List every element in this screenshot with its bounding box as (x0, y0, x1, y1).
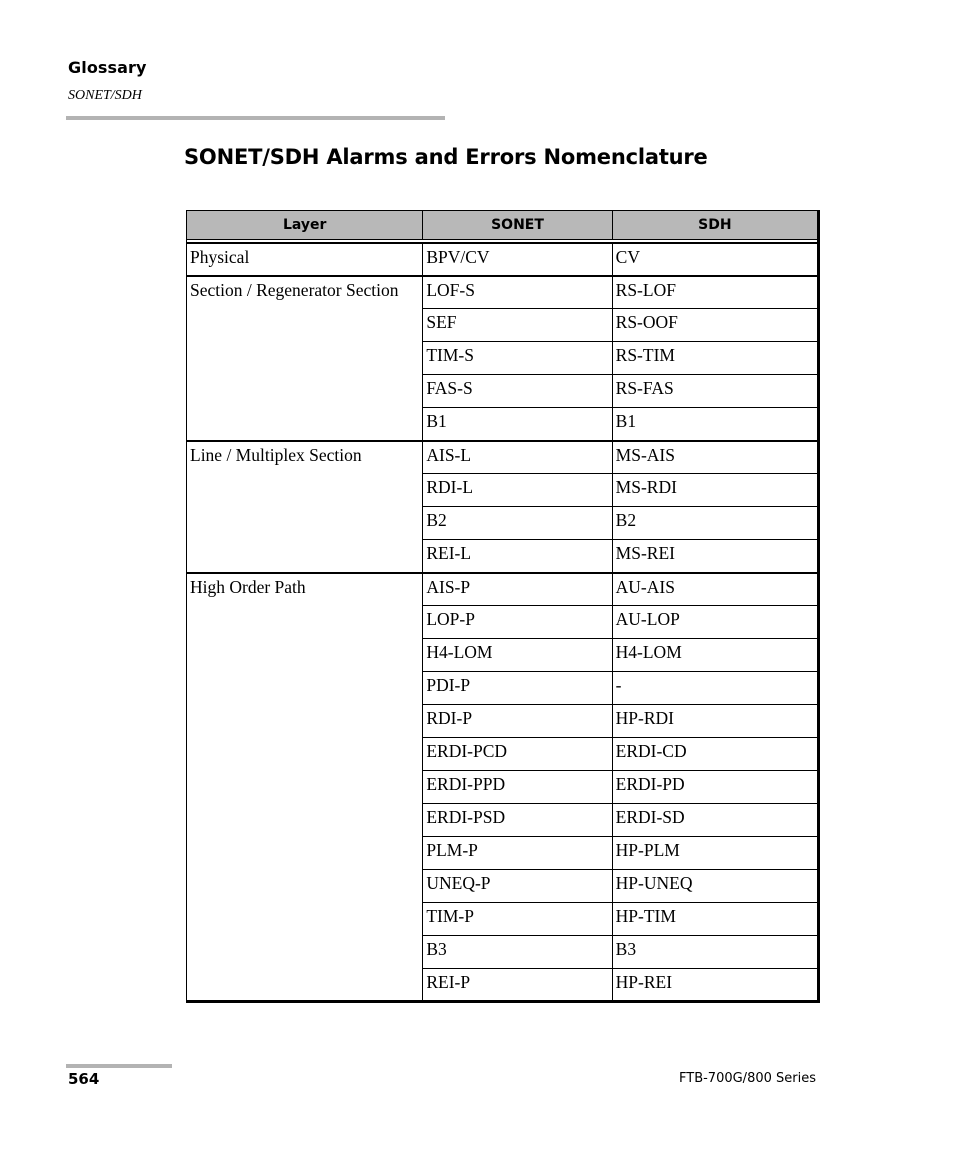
sonet-cell: H4-LOM (423, 639, 612, 672)
column-header-sdh: SDH (612, 211, 818, 240)
product-name: FTB-700G/800 Series (679, 1071, 816, 1086)
running-header-section: SONET/SDH (68, 88, 142, 103)
sonet-cell: AIS-L (423, 441, 612, 474)
sonet-cell: REI-L (423, 540, 612, 573)
sonet-cell: UNEQ-P (423, 870, 612, 903)
nomenclature-table (186, 210, 820, 1003)
sdh-cell: ERDI-PD (612, 771, 818, 804)
sdh-cell: B2 (612, 507, 818, 540)
sdh-cell: ERDI-SD (612, 804, 818, 837)
layer-cell: High Order Path (187, 573, 423, 1002)
table-body (187, 240, 819, 1002)
sdh-cell: B1 (612, 408, 818, 441)
sdh-cell: HP-PLM (612, 837, 818, 870)
sdh-cell: HP-REI (612, 969, 818, 1002)
layer-cell: Line / Multiplex Section (187, 441, 423, 573)
header-divider (66, 116, 445, 120)
layer-cell: Physical (187, 243, 423, 276)
sonet-cell: RDI-L (423, 474, 612, 507)
sonet-cell: AIS-P (423, 573, 612, 606)
sonet-cell: ERDI-PSD (423, 804, 612, 837)
sdh-cell: MS-AIS (612, 441, 818, 474)
column-header-layer: Layer (187, 211, 423, 240)
sonet-cell: B2 (423, 507, 612, 540)
table-row (187, 243, 819, 276)
sdh-cell: CV (612, 243, 818, 276)
sdh-cell: B3 (612, 936, 818, 969)
sdh-cell: - (612, 672, 818, 705)
sonet-cell: ERDI-PPD (423, 771, 612, 804)
sonet-cell: B3 (423, 936, 612, 969)
footer-divider (66, 1064, 172, 1068)
sdh-cell: RS-FAS (612, 375, 818, 408)
sdh-cell: AU-LOP (612, 606, 818, 639)
sdh-cell: HP-TIM (612, 903, 818, 936)
sdh-cell: MS-RDI (612, 474, 818, 507)
running-header-chapter: Glossary (68, 58, 147, 77)
sonet-cell: RDI-P (423, 705, 612, 738)
sdh-cell: ERDI-CD (612, 738, 818, 771)
sonet-cell: B1 (423, 408, 612, 441)
sdh-cell: HP-RDI (612, 705, 818, 738)
sdh-cell: RS-OOF (612, 309, 818, 342)
sdh-cell: H4-LOM (612, 639, 818, 672)
sonet-cell: LOP-P (423, 606, 612, 639)
column-header-sonet: SONET (423, 211, 612, 240)
sonet-cell: BPV/CV (423, 243, 612, 276)
sonet-cell: ERDI-PCD (423, 738, 612, 771)
sdh-cell: AU-AIS (612, 573, 818, 606)
sdh-cell: RS-LOF (612, 276, 818, 309)
table-header-row (187, 211, 819, 240)
sonet-cell: SEF (423, 309, 612, 342)
sonet-cell: FAS-S (423, 375, 612, 408)
page-number: 564 (68, 1070, 100, 1088)
sonet-cell: TIM-P (423, 903, 612, 936)
layer-cell: Section / Regenerator Section (187, 276, 423, 441)
sonet-cell: PDI-P (423, 672, 612, 705)
sonet-cell: PLM-P (423, 837, 612, 870)
page-title: SONET/SDH Alarms and Errors Nomenclature (184, 145, 708, 169)
sdh-cell: MS-REI (612, 540, 818, 573)
sonet-cell: TIM-S (423, 342, 612, 375)
sdh-cell: RS-TIM (612, 342, 818, 375)
sonet-cell: REI-P (423, 969, 612, 1002)
table-row (187, 441, 819, 474)
sonet-cell: LOF-S (423, 276, 612, 309)
table-row (187, 573, 819, 606)
table-row (187, 276, 819, 309)
sdh-cell: HP-UNEQ (612, 870, 818, 903)
